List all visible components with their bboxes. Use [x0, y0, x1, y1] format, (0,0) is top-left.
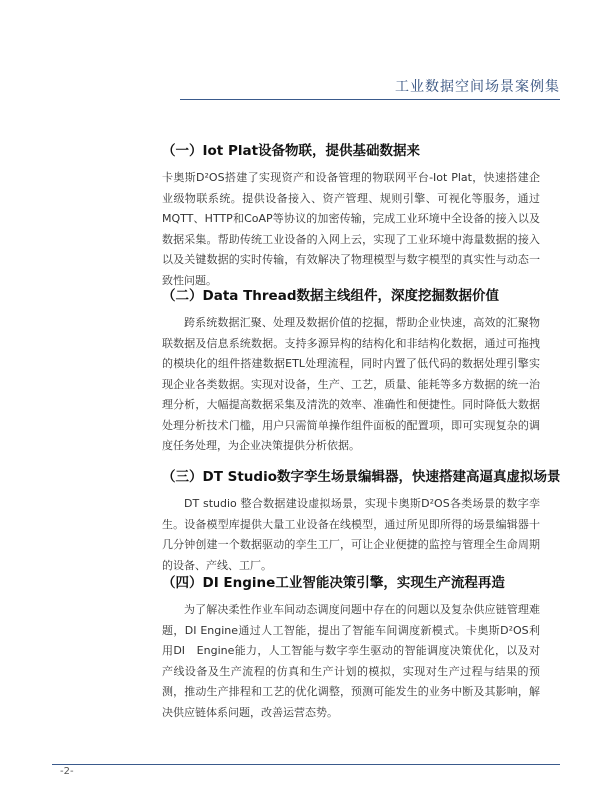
section-heading: （三）DT Studio数字孪生场景编辑器，快速搭建高逼真虚拟场景	[162, 469, 561, 485]
section-body: DT studio 整合数据建设虚拟场景，实现卡奥斯D²OS各类场景的数字孪生。设备模型库提供大量工业设备在线模型，通过所见即所得的场景编辑器十几分钟创建一个数据驱动的孪生工厂，可让企业便捷的监控与管理全生命周期的设备、产线、工厂。	[162, 497, 540, 572]
section-iot-plat	[162, 140, 540, 299]
section-body: 为了解决柔性作业车间动态调度问题中存在的问题以及复杂供应链管理难题，DI Engine通过人工智能，提出了智能车间调度新模式。卡奥斯D²OS利用DI Engine能力，人工智能与数字孪生驱动的智能调度决策优化，以及对产线设备及生产流程的仿真和生产计划的模拟，实现对生产过程与结果的预测，推动生产排程和工艺的优化调整，预测可能发生的业务中断及其影响，解决供应链体系问题，改善运营态势。	[162, 603, 540, 719]
section-heading: （一）Iot Plat设备物联，提供基础数据来	[162, 143, 421, 159]
header-rule	[180, 99, 560, 100]
page-number: -2-	[60, 766, 74, 777]
section-heading: （二）Data Thread数据主线组件，深度挖掘数据价值	[162, 288, 499, 304]
section-dt-studio	[162, 466, 561, 584]
footer-rule	[52, 764, 560, 765]
section-body: 跨系统数据汇聚、处理及数据价值的挖掘，帮助企业快速，高效的汇聚物联数据及信息系统数据。支持多源异构的结构化和非结构化数据，通过可拖拽的模块化的组件搭建数据ETL处理流程，同时内置了低代码的数据处理引擎实现企业各类数据。实现对设备，生产、工艺，质量、能耗等多方数据的统一治理分析，大幅提高数据采集及清洗的效率、准确性和便捷性。同时降低大数据处理分析技术门槛，用户只需简单操作组件面板的配置项，即可实现复杂的调度任务处理，为企业决策提供分析依据。	[162, 316, 540, 452]
section-heading: （四）DI Engine工业智能决策引擎，实现生产流程再造	[162, 575, 505, 591]
section-body: 卡奥斯D²OS搭建了实现资产和设备管理的物联网平台-Iot Plat，快速搭建企业级物联系统。提供设备接入、资产管理、规则引擎、可视化等服务，通过MQTT、HTTP和CoAP等协议的加密传输，完成工业环境中全设备的接入以及数据采集。帮助传统工业设备的入网上云，实现了工业环境中海量数据的接入以及关键数据的实时传输，有效解决了物理模型与数字模型的真实性与动态一致性问题。	[162, 171, 540, 287]
running-header: 工业数据空间场景案例集	[395, 79, 560, 95]
section-di-engine	[162, 572, 540, 731]
section-data-thread	[162, 285, 540, 465]
